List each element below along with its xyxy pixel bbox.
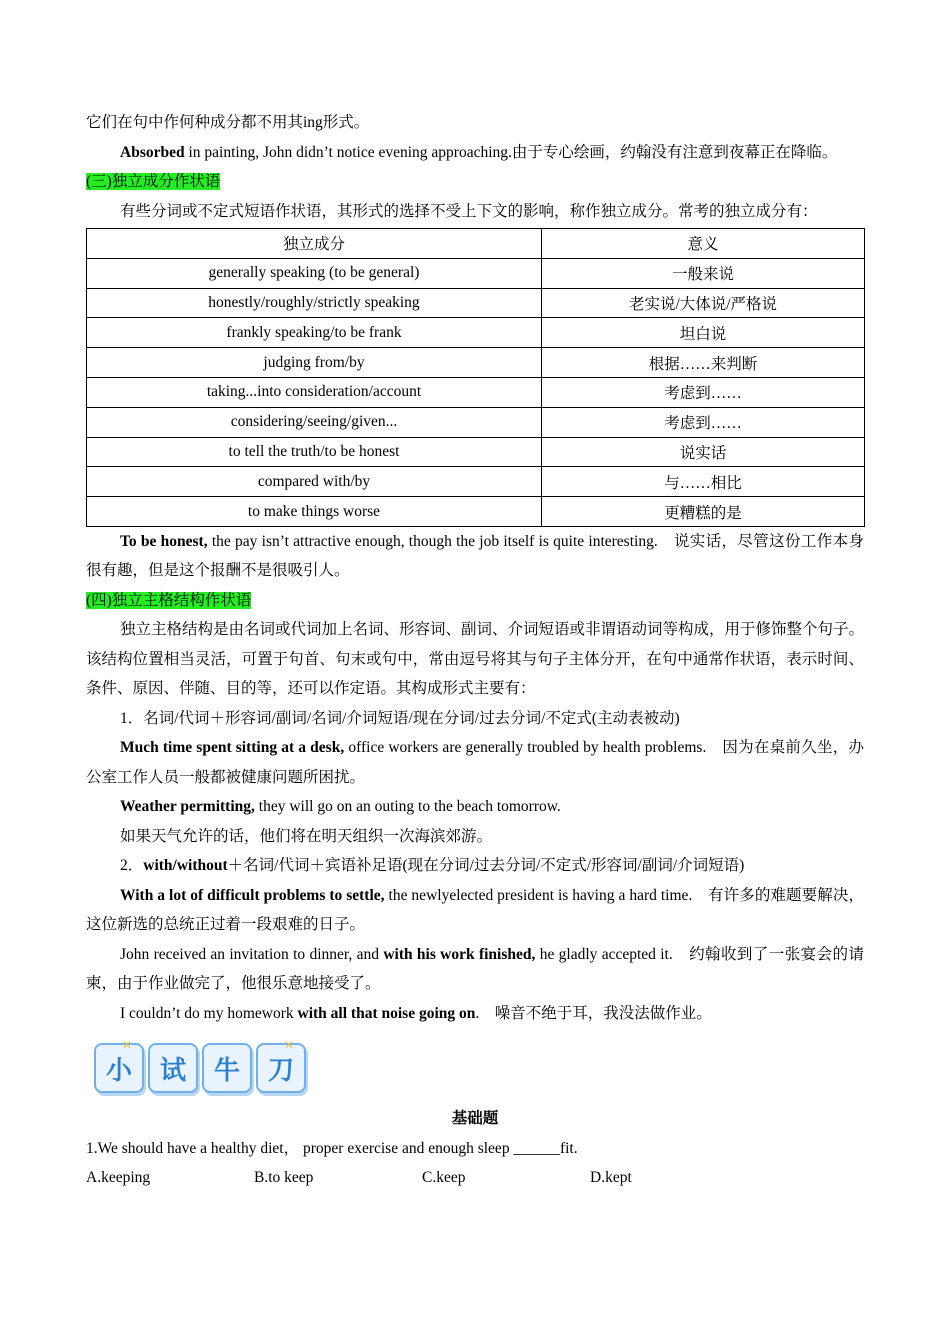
table-row: compared with/by 与……相比 [87,467,865,497]
example-3: With a lot of difficult problems to settle, the newlyelected president is having a hard time. 有许多的难题要解决，这位新选的总统正过着一段艰难的日子。 [86,886,864,934]
rule-2: 2．with/without＋名词/代词＋宾语补足语(现在分词/过去分词/不定式/形容词/副词/介词短语) [120,857,745,875]
table-row: to tell the truth/to be honest 说实话 [87,437,865,467]
badge-tile: 试 [148,1043,198,1093]
independent-phrases-table [86,228,865,527]
exercise-title: 基础题 [451,1110,499,1128]
example-1: Much time spent sitting at a desk, office workers are generally troubled by health problems. 因为在桌前久坐，办公室工作人员一般都被健康问题所困扰。 [86,739,864,786]
example-4: John received an invitation to dinner, and with his work finished, he gladly accepted it. 约翰收到了一张宴会的请柬，由于作业做完了，他很乐意地接受了。 [86,945,864,993]
option-d[interactable]: D.kept [590,1169,632,1187]
table-row: judging from/by 根据……来判断 [87,348,865,378]
practice-banner [94,1040,864,1096]
table-row: taking...into consideration/account 考虑到…… [87,377,865,407]
option-a[interactable]: A.keeping [86,1169,151,1187]
badge-tile: 牛 [202,1043,252,1093]
section3-heading: (三)独立成分作状语 [86,173,221,190]
table-header-row [87,229,865,259]
question-1-options [86,1163,864,1193]
table-header-cell: 意义 [542,229,865,259]
example-2-translation: 如果天气允许的话，他们将在明天组织一次海滨郊游。 [120,827,493,845]
intro-line: 它们在句中作何种成分都不用其ing形式。 [86,114,370,131]
section4-intro: 独立主格结构是由名词或代词加上名词、形容词、副词、介词短语或非谓语动词等构成，用于修饰整个句子。该结构位置相当灵活，可置于句首、句末或句中，常由逗号将其与句子主体分开，在句中通常作状语，表示时间、条件、原因、伴随、目的等，还可以作定语。其构成形式主要有： [86,621,865,698]
sparkle-icon: ✕ [283,1038,294,1053]
sparkle-icon: ✕ [121,1038,132,1053]
example-2: Weather permitting, they will go on an outing to the beach tomorrow. [120,798,561,816]
section3-intro: 有些分词或不定式短语作状语，其形式的选择不受上下文的影响，称作独立成分。常考的独立成分有： [120,202,818,220]
rule-1: 1．名词/代词＋形容词/副词/名词/介词短语/现在分词/过去分词/不定式(主动表被动) [120,709,680,727]
option-c[interactable]: C.keep [422,1169,466,1187]
to-be-honest-example: To be honest, the pay isn’t attractive enough, though the job itself is quite interesting. 说实话，尽管这份工作本身很有趣，但是这个报酬不是很吸引人。 [86,532,864,580]
question-1: 1.We should have a healthy diet， proper exercise and enough sleep ______fit. [86,1139,578,1157]
section4-heading: (四)独立主格结构作状语 [86,591,252,609]
badge-tile: ✕ 刀 [256,1043,306,1093]
table-row: to make things worse 更糟糕的是 [87,497,865,527]
table-row: considering/seeing/given... 考虑到…… [87,407,865,437]
table-row: generally speaking (to be general) 一般来说 [87,258,865,288]
table-header-cell: 独立成分 [87,229,542,259]
table-row: honestly/roughly/strictly speaking 老实说/大体说/严格说 [87,288,865,318]
badge-tile: ✕ 小 [94,1043,144,1093]
absorbed-example: Absorbed in painting, John didn’t notice evening approaching.由于专心绘画，约翰没有注意到夜幕正在降临。 [120,143,838,161]
document-page [86,108,864,1193]
option-b[interactable]: B.to keep [254,1169,314,1187]
table-row: frankly speaking/to be frank 坦白说 [87,318,865,348]
example-5: I couldn’t do my homework with all that noise going on. 噪音不绝于耳，我没法做作业。 [120,1004,712,1022]
